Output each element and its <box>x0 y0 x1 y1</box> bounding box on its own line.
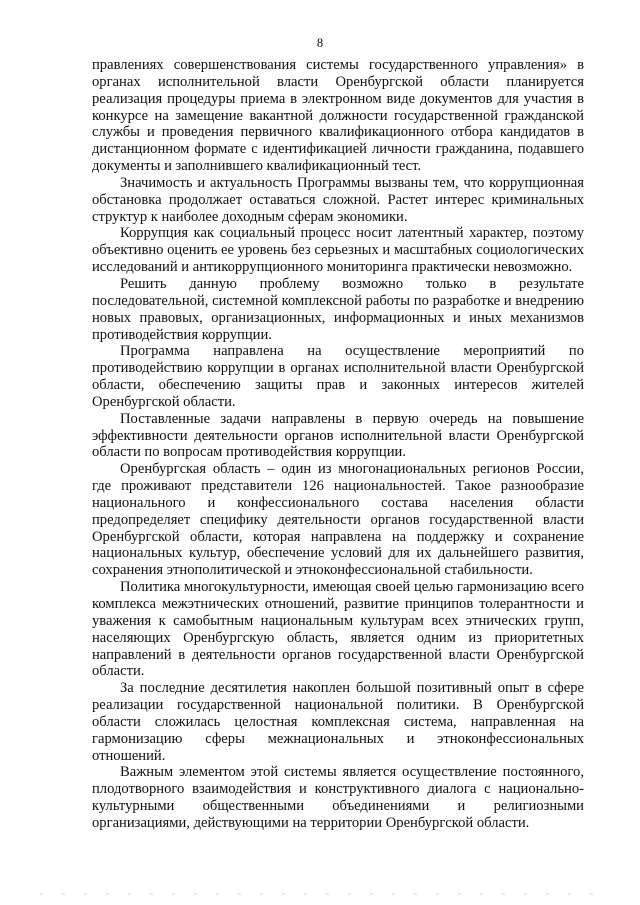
paragraph: Оренбургская область – один из многонациональных регионов России, где проживают представители 126 национальностей. Такое разнообразие национального и конфессионального состава населения области предопределяет специфику деятельности органов государственной власти Оренбургской области, которая направлена на поддержку и сохранение национальных культур, обеспечение условий для их дальнейшего развития, сохранения этнополитической и этноконфессиональной стабильности. <box>92 461 584 579</box>
paragraph: За последние десятилетия накоплен большой позитивный опыт в сфере реализации государственной национальной политики. В Оренбургской области сложилась целостная комплексная система, направленная на гармонизацию сферы межнациональных и этноконфессиональных отношений. <box>92 680 584 764</box>
paragraph: Политика многокультурности, имеющая своей целью гармонизацию всего комплекса межэтнических отношений, развитие принципов толерантности и уважения к самобытным национальным культурам всех этнических групп, населяющих Оренбургскую область, является одним из приоритетных направлений в деятельности органов государственной власти Оренбургской области. <box>92 579 584 680</box>
page-number: 8 <box>316 36 324 50</box>
paragraph: правлениях совершенствования системы государственного управления» в органах исполнительной власти Оренбургской области планируется реализация процедуры приема в электронном виде документов для участия в конкурсе на замещение вакантной должности государственной гражданской службы и проведения первичного квалификационного отбора кандидатов в дистанционном формате с идентификацией личности гражданина, подавшего документы и заполнившего квалификационный тест. <box>92 57 584 175</box>
paragraph: Важным элементом этой системы является осуществление постоянного, плодотворного взаимодействия и конструктивного диалога с национально-культурными общественными объединениями и религиозными организациями, действующими на территории Оренбургской области. <box>92 764 584 831</box>
paragraph: Коррупция как социальный процесс носит латентный характер, поэтому объективно оценить ее уровень без серьезных и масштабных социологических исследований и антикоррупционного мониторинга практически невозможно. <box>92 225 584 276</box>
paragraph: Программа направлена на осуществление мероприятий по противодействию коррупции в органах исполнительной власти Оренбургской области, обеспечению защиты прав и законных интересов жителей Оренбургской области. <box>92 343 584 410</box>
paragraph: Значимость и актуальность Программы вызваны тем, что коррупционная обстановка продолжает оставаться сложной. Растет интерес криминальных структур к наиболее доходным сферам экономики. <box>92 174 584 225</box>
scan-artifact <box>40 893 600 895</box>
paragraph: Поставленные задачи направлены в первую очередь на повышение эффективности деятельности органов исполнительной власти Оренбургской области по вопросам противодействия коррупции. <box>92 410 584 461</box>
body-text <box>92 57 584 832</box>
paragraph: Решить данную проблему возможно только в результате последовательной, системной комплексной работы по разработке и внедрению новых правовых, организационных, информационных и иных механизмов противодействия коррупции. <box>92 275 584 343</box>
